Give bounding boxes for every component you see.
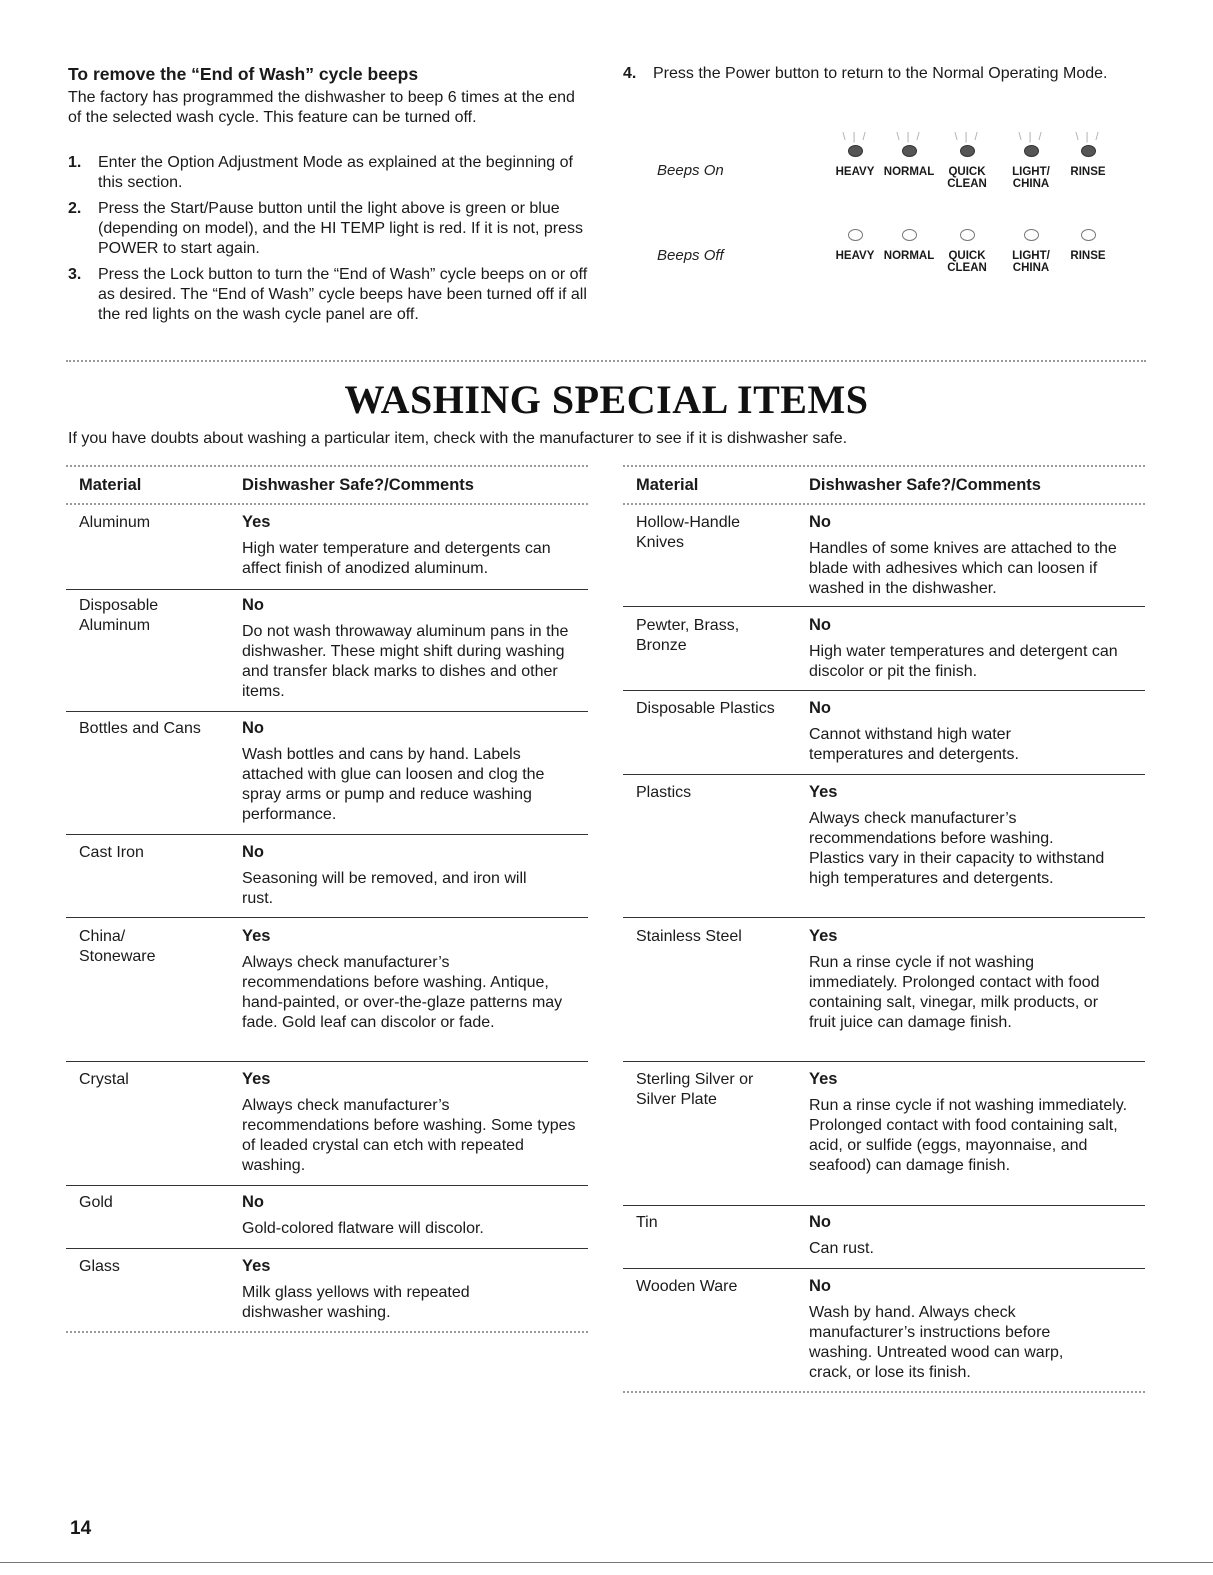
answer-cell: No [809,1277,831,1295]
comment-cell: Gold-colored flatware will discolor. [242,1220,484,1237]
material-cell: Aluminum [79,514,151,531]
light-off-icon [902,229,917,241]
header-bottom-rule [623,503,1145,505]
comment-cell: Handles of some knives are attached to the blade with adhesives which can loosen if washed in the dishwasher. [809,540,1117,597]
step-4 [623,64,1123,84]
comment-cell: Milk glass yellows with repeated dishwasher washing. [242,1284,470,1321]
light-label: NORMAL [883,250,935,262]
row-divider [66,1185,588,1186]
step-number: 4. [623,65,637,82]
comment-cell: Can rust. [809,1240,874,1257]
light-off-icon [848,229,863,241]
comment-cell: High water temperatures and detergent can discolor or pit the finish. [809,643,1118,680]
light-on-icon [1081,145,1096,157]
comment-cell: Do not wash throwaway aluminum pans in the dishwasher. These might shift during washing and transfer black marks to dishes and other items. [242,623,569,700]
beeps-on-label: Beeps On [657,162,724,179]
material-cell: Sterling Silver or Silver Plate [636,1071,754,1108]
material-cell: Bottles and Cans [79,720,201,737]
light-rays-icon: \ | / [1075,131,1101,143]
material-cell: Hollow-Handle Knives [636,514,741,551]
answer-cell: No [809,513,831,531]
light-label: RINSE [1070,166,1106,178]
row-divider [66,589,588,590]
row-divider [66,1248,588,1249]
light-on-icon [960,145,975,157]
panel-light [1045,130,1131,178]
comment-cell: Always check manufacturer’s recommendations before washing. Some types of leaded crystal can etch with repeated washing. [242,1097,576,1174]
step-2 [68,199,590,259]
light-rays-icon: \ | / [954,131,980,143]
table-bottom-rule [66,1331,588,1333]
material-cell: Disposable Plastics [636,700,775,717]
column-header-comments: Dishwasher Safe?/Comments [809,476,1041,494]
step-number: 2. [68,200,82,217]
header-bottom-rule [66,503,588,505]
page-heading: WASHING SPECIAL ITEMS [344,377,869,422]
material-cell: Gold [79,1194,113,1211]
column-header-comments: Dishwasher Safe?/Comments [242,476,474,494]
comment-cell: Run a rinse cycle if not washing immediately. Prolonged contact with food containing salt, acid, or sulfide (eggs, mayonnaise, and seafood) can damage finish. [809,1097,1128,1174]
row-divider [623,917,1145,918]
column-header-material: Material [79,476,142,494]
light-on-icon [902,145,917,157]
page-bottom-rule [0,1562,1213,1563]
comment-cell: Always check manufacturer’s recommendations before washing. Antique, hand-painted, or over-the-glaze patterns may fade. Gold leaf can discolor or fade. [242,954,563,1031]
material-cell: China/ Stoneware [79,928,156,965]
step-number: 3. [68,266,82,283]
step-text: Press the Lock button to turn the “End of Wash” cycle beeps on or off as desired. The “End of Wash” cycle beeps have been turned off if all the red lights on the wash cycle panel are off. [98,266,588,323]
light-off-icon [1024,229,1039,241]
material-cell: Cast Iron [79,844,144,861]
material-cell: Glass [79,1258,120,1275]
answer-cell: Yes [809,1070,838,1088]
section-divider [66,360,1146,362]
answer-cell: Yes [242,1257,271,1275]
beeps-off-label: Beeps Off [657,247,724,264]
column-header-material: Material [636,476,699,494]
comment-cell: Wash by hand. Always check manufacturer’s instructions before washing. Untreated wood can warp, crack, or lose its finish. [809,1304,1064,1381]
answer-cell: Yes [809,783,838,801]
heading-intro: If you have doubts about washing a particular item, check with the manufacturer to see if it is dishwasher safe. [68,430,848,447]
material-cell: Plastics [636,784,692,801]
comment-cell: Always check manufacturer’s recommendations before washing. Plastics vary in their capacity to withstand high temperatures and detergents. [809,810,1105,887]
light-label: QUICK CLEAN [947,250,987,274]
answer-cell: Yes [809,927,838,945]
light-label: HEAVY [835,166,875,178]
light-rays-icon: \ | / [842,131,868,143]
section-intro: The factory has programmed the dishwasher to beep 6 times at the end of the selected wash cycle. This feature can be turned off. [68,89,575,126]
table-top-rule [623,465,1145,467]
light-on-icon [1024,145,1039,157]
panel-light [1045,214,1131,262]
light-label: NORMAL [883,166,935,178]
page-number: 14 [70,1518,92,1539]
answer-cell: No [242,596,264,614]
comment-cell: Run a rinse cycle if not washing immediately. Prolonged contact with food containing salt, vinegar, milk products, or fruit juice can damage finish. [809,954,1100,1031]
light-label: RINSE [1070,250,1106,262]
comment-cell: Cannot withstand high water temperatures and detergents. [809,726,1019,763]
light-label: QUICK CLEAN [947,166,987,190]
answer-cell: Yes [242,513,271,531]
comment-cell: Wash bottles and cans by hand. Labels attached with glue can loosen and clog the spray arms or pump and reduce washing performance. [242,746,545,823]
row-divider [623,1205,1145,1206]
row-divider [623,690,1145,691]
material-cell: Crystal [79,1071,129,1088]
comment-cell: Seasoning will be removed, and iron will rust. [242,870,527,907]
material-cell: Wooden Ware [636,1278,738,1295]
step-number: 1. [68,154,82,171]
light-rays-icon: \ | / [896,131,922,143]
step-text: Enter the Option Adjustment Mode as explained at the beginning of this section. [98,154,573,191]
row-divider [66,1061,588,1062]
light-label: LIGHT/ CHINA [1012,166,1050,190]
row-divider [623,1268,1145,1269]
step-1 [68,153,590,193]
section-title: To remove the “End of Wash” cycle beeps [68,64,419,84]
light-off-icon [960,229,975,241]
answer-cell: No [809,699,831,717]
answer-cell: No [242,719,264,737]
light-off-icon [1081,229,1096,241]
answer-cell: No [242,843,264,861]
row-divider [66,711,588,712]
beeps-on-panel [826,130,1126,190]
light-on-icon [848,145,863,157]
answer-cell: No [242,1193,264,1211]
step-3 [68,265,590,325]
beeps-off-panel [826,214,1126,274]
light-label: LIGHT/ CHINA [1012,250,1050,274]
row-divider [66,917,588,918]
answer-cell: No [809,1213,831,1231]
light-label: HEAVY [835,250,875,262]
row-divider [623,774,1145,775]
row-divider [66,834,588,835]
material-cell: Tin [636,1214,658,1231]
row-divider [623,1061,1145,1062]
table-top-rule [66,465,588,467]
comment-cell: High water temperature and detergents can affect finish of anodized aluminum. [242,540,551,577]
step-text: Press the Start/Pause button until the light above is green or blue (depending on model), and the HI TEMP light is red. If it is not, press POWER to start again. [98,200,583,257]
answer-cell: No [809,616,831,634]
material-cell: Disposable Aluminum [79,597,159,634]
answer-cell: Yes [242,927,271,945]
row-divider [623,606,1145,607]
material-cell: Pewter, Brass, Bronze [636,617,740,654]
step-text: Press the Power button to return to the Normal Operating Mode. [653,65,1108,82]
material-cell: Stainless Steel [636,928,742,945]
light-rays-icon: \ | / [1018,131,1044,143]
table-bottom-rule [623,1391,1145,1393]
answer-cell: Yes [242,1070,271,1088]
